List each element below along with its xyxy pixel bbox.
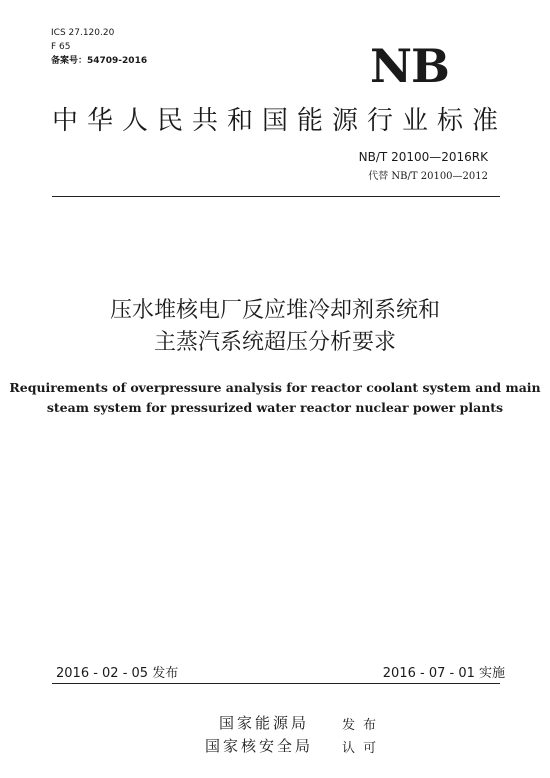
replaces-standard: 代替 NB/T 20100—2012 [368,171,488,182]
effective-date: 2016 - 07 - 01 实施 [382,666,505,681]
title-en-line2: steam system for pressurized water reactor nuclear power plants [46,400,504,415]
header-divider [52,196,500,197]
organization-title: 中华人民共和国能源行业标准 [52,106,508,136]
issuer-action: 认可 [342,741,385,756]
publish-date: 2016 - 02 - 05 发布 [56,666,179,681]
record-number: 备案号：54709-2016 [51,56,148,66]
title-cn-line2: 主蒸汽系统超压分析要求 [153,330,396,355]
nb-logo: NB [370,39,449,93]
ics-code: ICS 27.120.20 [51,28,115,38]
issuer-action: 发布 [342,718,385,733]
standard-number: NB/T 20100—2016RK [358,150,488,164]
issuer-name: 国家能源局 [219,714,310,732]
title-cn-line1: 压水堆核电厂反应堆冷却剂系统和 [109,298,440,323]
ccs-code: F 65 [51,42,71,52]
issuer-name: 国家核安全局 [205,737,314,755]
title-en-line1: Requirements of overpressure analysis for reactor coolant system and main [9,380,541,395]
footer-divider [52,683,500,684]
